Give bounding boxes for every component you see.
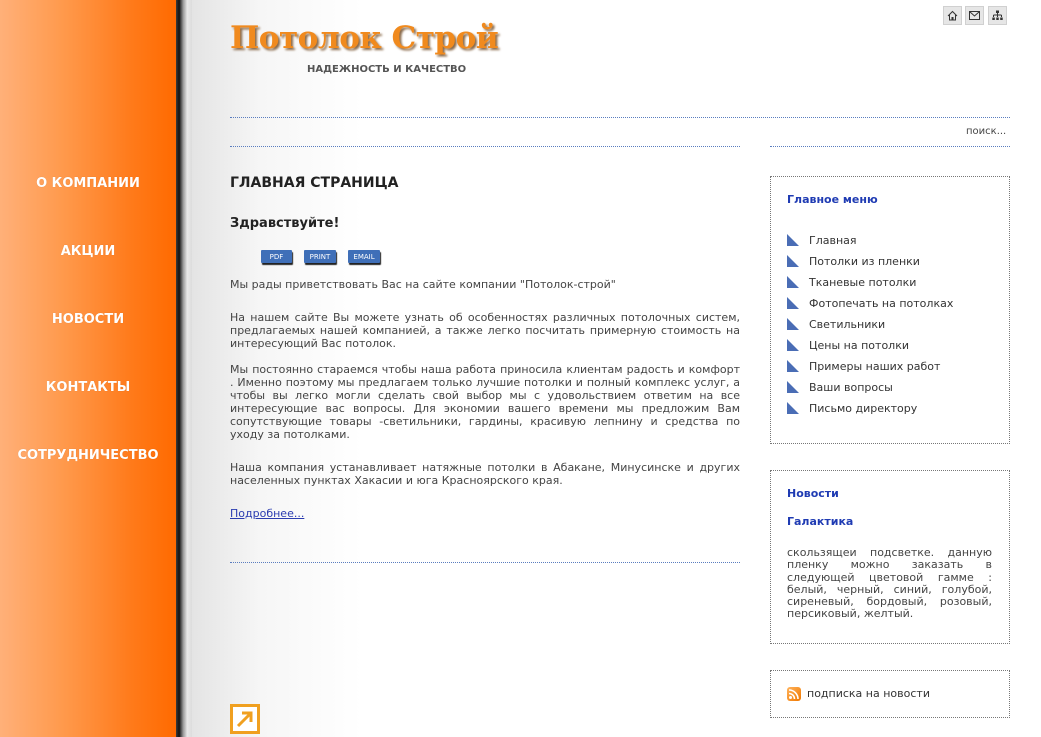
menu-item-label: Письмо директору — [809, 402, 918, 415]
rss-icon[interactable] — [787, 687, 801, 701]
sidebar-edge — [176, 0, 192, 737]
external-link-icon[interactable] — [230, 704, 260, 734]
region-paragraph: Наша компания устанавливает натяжные потолки в Абакане, Минусинске и других населенных пунктах Хакасии и юга Красноярского края. — [230, 461, 740, 487]
mission-paragraph: Мы постоянно стараемся чтобы наша работа приносила клиентам радость и комфорт . Именно поэтому мы предлагаем только лучшие потолки и полный комплекс услуг, а чтобы вы легко могли сделать свой выбор мы с удовольствием ответим на все интересующие вас вопросы. Для экономии вашего времени мы предложим Вам сопутствующие товары -светильники, гардины, красивую лепнину и средства по уходу за потолками. — [230, 363, 740, 441]
content-top-divider — [230, 146, 740, 147]
bullet-icon — [787, 276, 799, 288]
bullet-icon — [787, 318, 799, 330]
news-text: скользящеи подсветке. данную пленку можно заказать в следующей цветовой гамме : белый, черный, синий, голубой, сиреневый, бордовый, розовый, персиковый, желтый. — [787, 546, 992, 621]
bullet-icon — [787, 339, 799, 351]
bullet-icon — [787, 360, 799, 372]
menu-item-label: Светильники — [809, 318, 886, 331]
sidebar — [0, 0, 176, 737]
nav-promotions[interactable]: АКЦИИ — [60, 244, 116, 259]
bullet-icon — [787, 234, 799, 246]
site-logo[interactable]: Потолок Строй — [230, 20, 499, 56]
email-button[interactable]: EMAIL — [348, 250, 380, 263]
main-menu-box — [770, 176, 1010, 444]
read-more-link[interactable]: Подробнее... — [230, 507, 305, 520]
menu-item-label: Ваши вопросы — [809, 381, 893, 394]
content-bottom-divider — [230, 562, 740, 563]
greeting-heading: Здравствуйте! — [230, 216, 340, 231]
nav-cooperation[interactable]: СОТРУДНИЧЕСТВО — [17, 448, 159, 463]
bullet-icon — [787, 381, 799, 393]
mail-icon[interactable] — [965, 6, 984, 25]
rss-subscribe-link[interactable]: подписка на новости — [807, 687, 930, 700]
sitemap-icon[interactable] — [988, 6, 1007, 25]
site-tagline: НАДЕЖНОСТЬ И КАЧЕСТВО — [307, 64, 467, 75]
bullet-icon — [787, 255, 799, 267]
features-paragraph: На нашем сайте Вы можете узнать об особенностях различных потолочных систем, предлагаемых нашей компанией, а также легко посчитать примерную стоимость на интересующий Вас потолок. — [230, 311, 740, 350]
print-button[interactable]: PRINT — [304, 250, 336, 263]
menu-item-label: Цены на потолки — [809, 339, 909, 352]
bullet-icon — [787, 297, 799, 309]
page-title: ГЛАВНАЯ СТРАНИЦА — [230, 175, 399, 191]
search-link[interactable]: поиск... — [966, 126, 1007, 137]
menu-item-label: Фотопечать на потолках — [809, 297, 954, 310]
news-headline[interactable]: Галактика — [787, 515, 854, 528]
menu-item-label: Тканевые потолки — [809, 276, 917, 289]
menu-item-label: Примеры наших работ — [809, 360, 941, 373]
search-divider — [770, 146, 1010, 147]
news-box — [770, 470, 1010, 644]
header-divider — [230, 117, 1010, 118]
pdf-button[interactable]: PDF — [261, 250, 292, 263]
nav-about[interactable]: О КОМПАНИИ — [36, 176, 140, 191]
home-icon[interactable] — [943, 6, 962, 25]
menu-item-label: Главная — [809, 234, 857, 247]
bullet-icon — [787, 402, 799, 414]
rss-box — [770, 670, 1010, 718]
menu-item-label: Потолки из пленки — [809, 255, 920, 268]
intro-paragraph: Мы рады приветствовать Вас на сайте компании "Потолок-строй" — [230, 278, 616, 291]
news-title[interactable]: Новости — [787, 487, 839, 500]
main-menu-title: Главное меню — [787, 193, 878, 206]
nav-news[interactable]: НОВОСТИ — [51, 312, 125, 327]
nav-contacts[interactable]: КОНТАКТЫ — [45, 380, 131, 395]
